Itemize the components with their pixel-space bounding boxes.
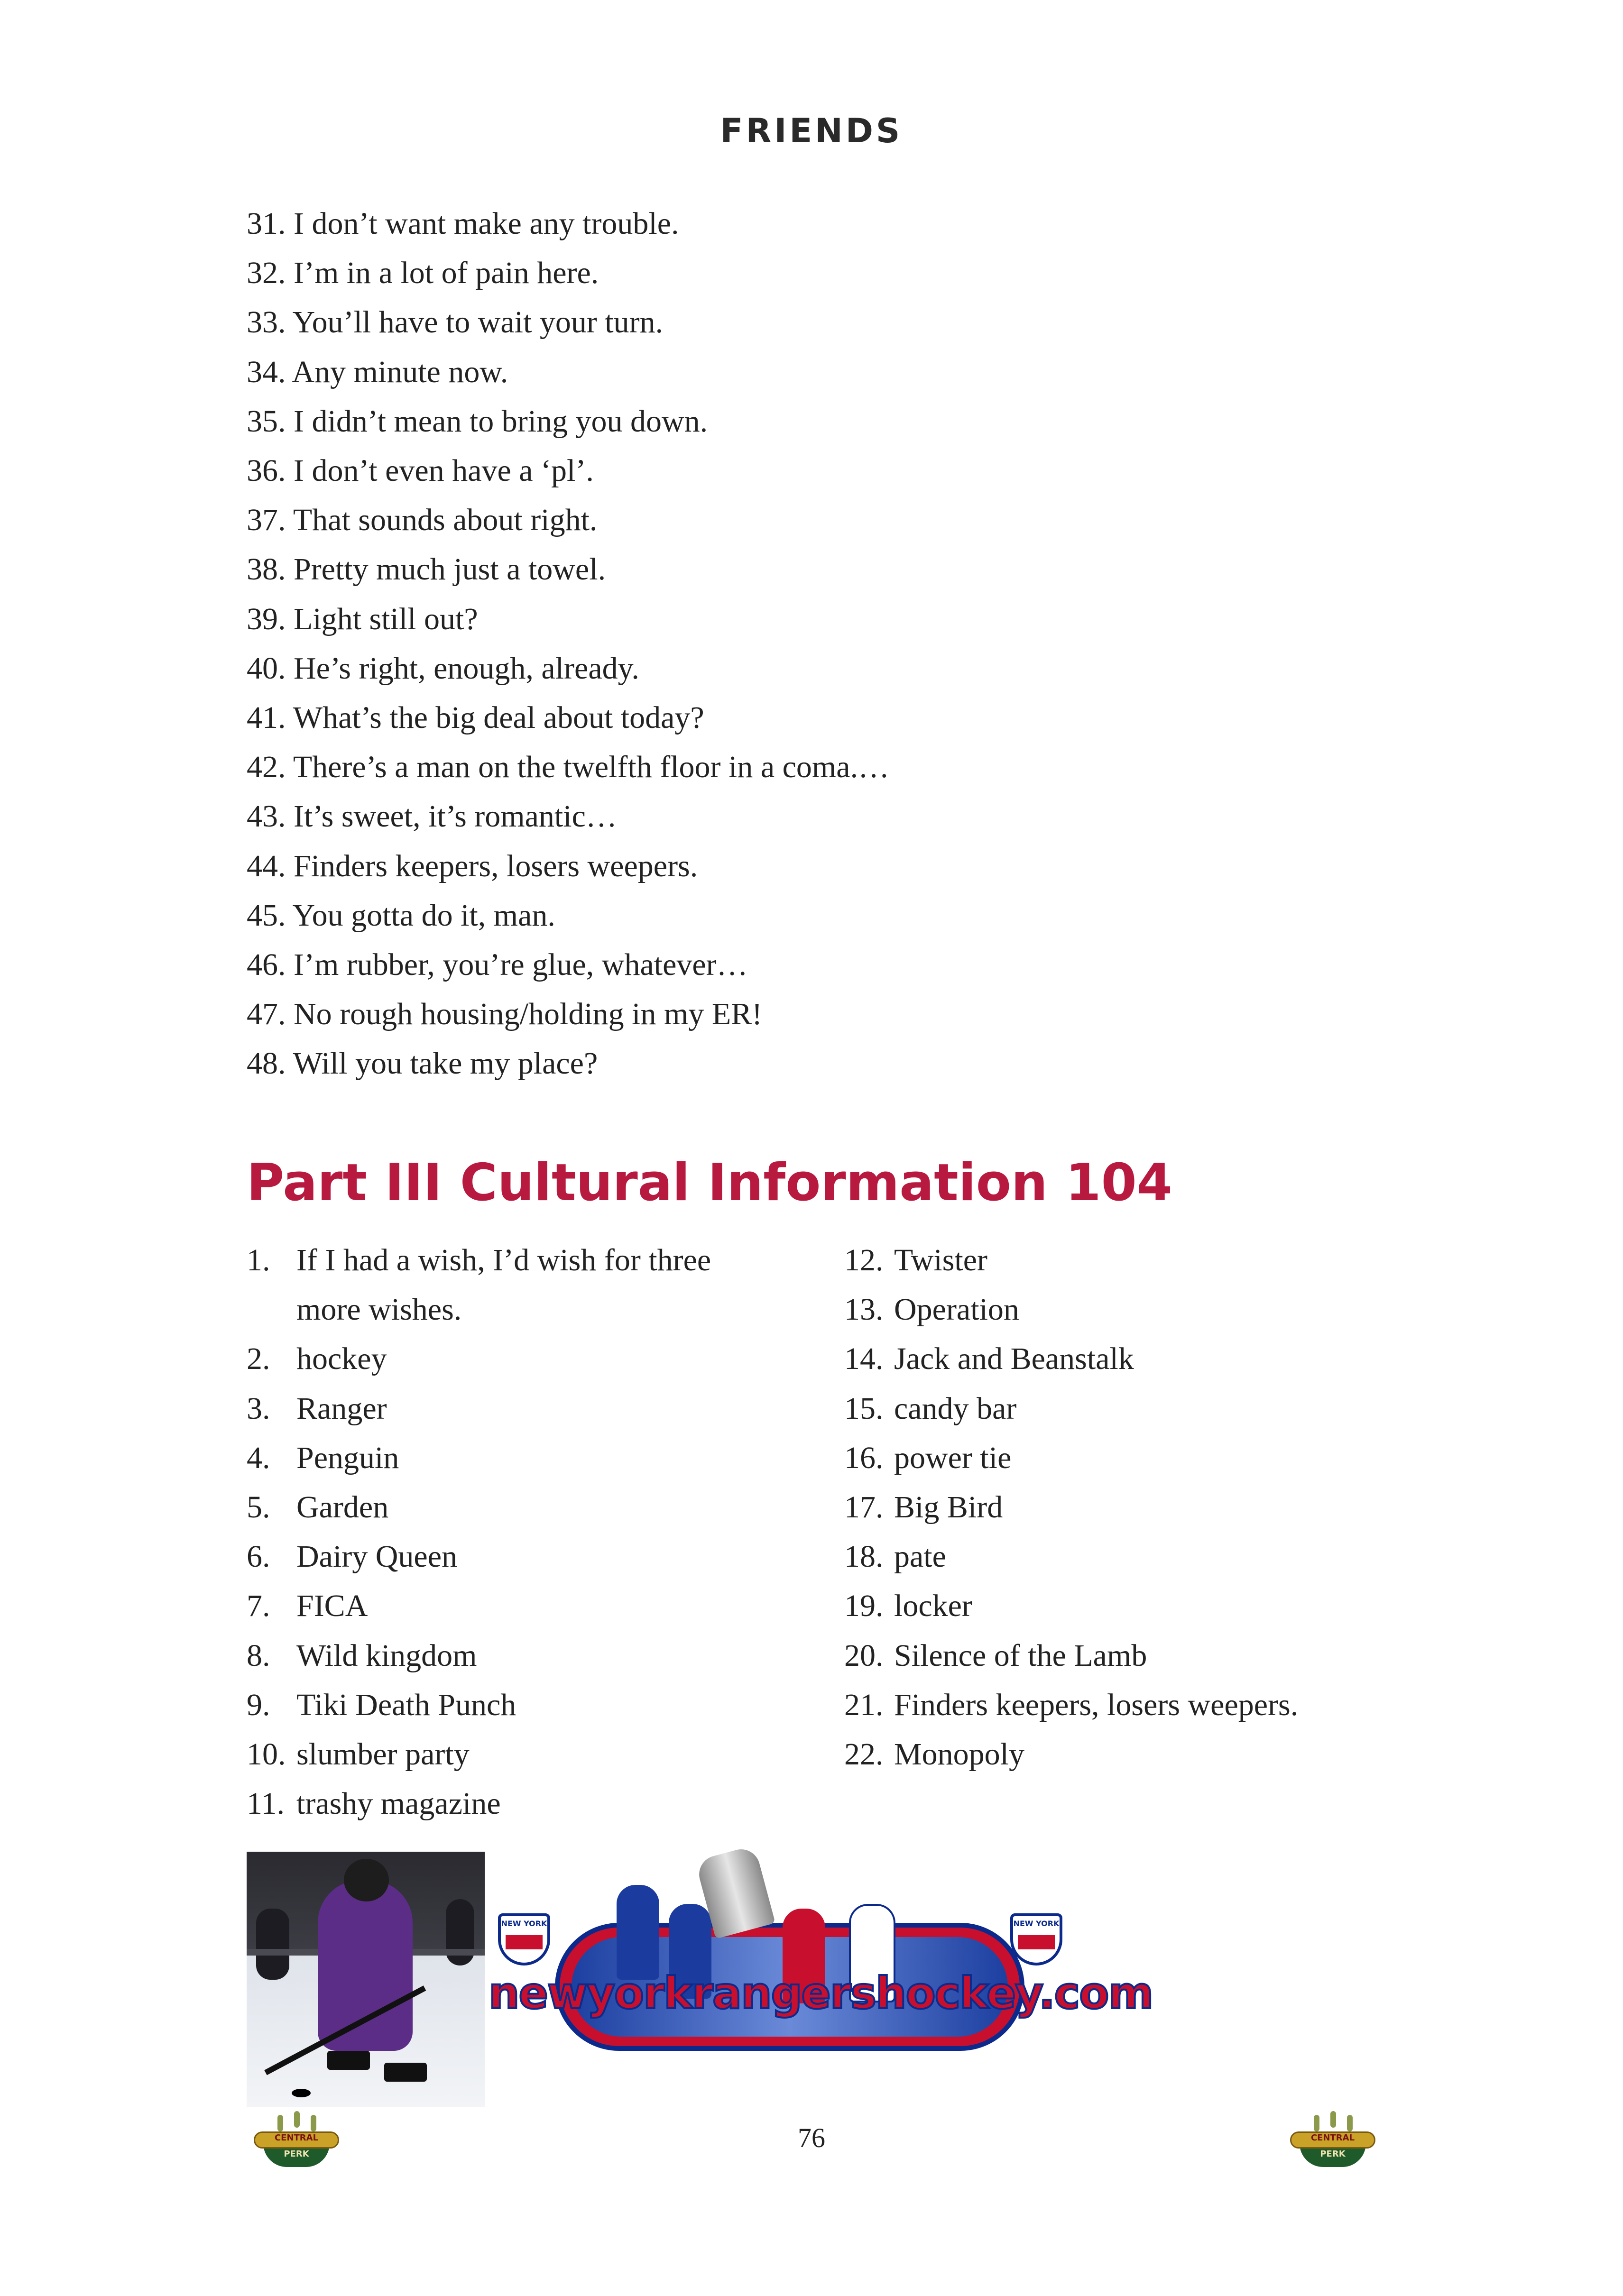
answer-item xyxy=(247,798,617,836)
answer-number: 43. xyxy=(247,799,286,834)
answer-text: Will you take my place? xyxy=(293,1046,598,1081)
answer-item xyxy=(247,650,639,688)
banner-url-text: newyorkrangershockey.com xyxy=(489,1968,1153,2019)
answer-item xyxy=(247,897,555,935)
cultural-item-number: 9. xyxy=(247,1688,270,1722)
central-perk-logo-left: CENTRAL PERK xyxy=(244,2115,349,2172)
answer-text: You gotta do it, man. xyxy=(292,898,555,933)
cultural-item-text: Garden xyxy=(296,1490,389,1525)
cultural-item-number: 14. xyxy=(844,1341,884,1376)
cultural-item-number: 19. xyxy=(844,1589,884,1623)
answer-number: 31. xyxy=(247,206,286,241)
answer-text: I’m in a lot of pain here. xyxy=(294,256,599,290)
banner-player-figure xyxy=(617,1885,659,1980)
cultural-item-number: 11. xyxy=(247,1786,285,1821)
answer-number: 32. xyxy=(247,256,286,290)
rangers-banner xyxy=(489,1852,1153,2060)
cultural-item-number: 15. xyxy=(844,1391,884,1426)
answer-item xyxy=(247,995,762,1033)
steam xyxy=(1347,2115,1353,2131)
section-title: Part III Cultural Information 104 xyxy=(247,1153,1172,1212)
answer-number: 46. xyxy=(247,947,286,982)
answer-item xyxy=(247,847,698,885)
cultural-item-text: Jack and Beanstalk xyxy=(894,1341,1134,1376)
answer-number: 36. xyxy=(247,453,286,488)
background-player xyxy=(446,1899,474,1965)
cultural-item-text: Penguin xyxy=(296,1441,399,1475)
answer-item xyxy=(247,551,606,588)
answer-number: 44. xyxy=(247,849,286,883)
cultural-item-text: power tie xyxy=(894,1441,1012,1475)
answer-text: He’s right, enough, already. xyxy=(294,651,639,686)
cultural-item-number: 3. xyxy=(247,1391,270,1426)
cultural-item-number: 6. xyxy=(247,1539,270,1574)
cultural-item-number: 5. xyxy=(247,1490,270,1525)
answer-text: What’s the big deal about today? xyxy=(293,700,704,735)
cultural-item-number: 22. xyxy=(844,1737,884,1772)
answer-number: 41. xyxy=(247,700,286,735)
answer-text: Pretty much just a towel. xyxy=(294,552,606,587)
answer-item xyxy=(247,403,708,441)
cultural-item-text: hockey xyxy=(296,1341,387,1376)
player-helmet xyxy=(344,1859,389,1901)
cultural-item-text: Operation xyxy=(894,1292,1019,1327)
answer-number: 35. xyxy=(247,404,286,439)
answer-item xyxy=(247,699,704,737)
central-perk-logo-right: CENTRAL PERK xyxy=(1281,2115,1385,2172)
answer-item xyxy=(247,353,508,391)
cultural-item-number: 2. xyxy=(247,1341,270,1376)
answer-item xyxy=(247,1045,598,1083)
answer-number: 34. xyxy=(247,355,286,389)
page-number: 76 xyxy=(798,2122,825,2153)
answer-text: I didn’t mean to bring you down. xyxy=(294,404,708,439)
cultural-item-number: 21. xyxy=(844,1688,884,1722)
answer-text: Finders keepers, losers weepers. xyxy=(294,849,698,883)
cultural-item-text: Monopoly xyxy=(894,1737,1025,1772)
answer-number: 48. xyxy=(247,1046,286,1081)
cultural-item-number: 16. xyxy=(844,1441,884,1475)
hockey-player-photo xyxy=(247,1852,485,2107)
answer-item xyxy=(247,254,599,292)
answer-item xyxy=(247,501,597,539)
cultural-item-text: Twister xyxy=(894,1243,988,1277)
cultural-item-text: locker xyxy=(894,1589,972,1623)
cultural-item-text-continued: more wishes. xyxy=(296,1292,462,1327)
cultural-item-number: 17. xyxy=(844,1490,884,1525)
cultural-item-number: 8. xyxy=(247,1638,270,1673)
answer-text: I don’t even have a ‘pl’. xyxy=(294,453,594,488)
answer-number: 33. xyxy=(247,305,286,340)
skate xyxy=(384,2063,427,2082)
answer-number: 39. xyxy=(247,602,286,636)
skate xyxy=(327,2051,370,2070)
answer-text: No rough housing/holding in my ER! xyxy=(294,997,763,1031)
answer-item xyxy=(247,748,889,786)
answer-item xyxy=(247,303,663,341)
cultural-item-number: 20. xyxy=(844,1638,884,1673)
answer-number: 38. xyxy=(247,552,286,587)
answer-item xyxy=(247,600,478,638)
answer-text: Any minute now. xyxy=(292,355,508,389)
answer-text: There’s a man on the twelfth floor in a coma.… xyxy=(293,750,890,784)
cultural-item-text: Tiki Death Punch xyxy=(296,1688,516,1722)
cultural-item-text: FICA xyxy=(296,1589,368,1623)
cultural-item-number: 4. xyxy=(247,1441,270,1475)
cultural-item-text: Ranger xyxy=(296,1391,387,1426)
puck xyxy=(292,2089,311,2097)
cultural-item-number: 12. xyxy=(844,1243,884,1277)
cultural-item-text: If I had a wish, I’d wish for three xyxy=(296,1243,711,1277)
cultural-item-text: Wild kingdom xyxy=(296,1638,477,1673)
friends-logo: FRIENDS xyxy=(720,111,903,150)
cultural-item-number: 1. xyxy=(247,1243,270,1277)
cultural-item-text: Silence of the Lamb xyxy=(894,1638,1147,1673)
cultural-item-text: trashy magazine xyxy=(296,1786,501,1821)
answer-number: 45. xyxy=(247,898,286,933)
answer-text: You’ll have to wait your turn. xyxy=(292,305,664,340)
cultural-item-number: 7. xyxy=(247,1589,270,1623)
rangers-shield-icon: NEW YORK xyxy=(1010,1913,1062,1965)
rangers-shield-icon: NEW YORK xyxy=(498,1913,550,1965)
player-jersey xyxy=(318,1880,413,2051)
cultural-item-number: 18. xyxy=(844,1539,884,1574)
answer-number: 47. xyxy=(247,997,286,1031)
answer-number: 40. xyxy=(247,651,286,686)
cultural-item-text: candy bar xyxy=(894,1391,1017,1426)
cultural-item-number: 10. xyxy=(247,1737,286,1772)
answer-item xyxy=(247,452,594,490)
steam xyxy=(1314,2115,1319,2131)
cultural-item-text: Dairy Queen xyxy=(296,1539,458,1574)
cultural-item-text: Big Bird xyxy=(894,1490,1003,1525)
answer-text: That sounds about right. xyxy=(293,503,598,537)
cultural-item-text: pate xyxy=(894,1539,946,1574)
answer-number: 42. xyxy=(247,750,286,784)
answer-text: I’m rubber, you’re glue, whatever… xyxy=(294,947,748,982)
answer-number: 37. xyxy=(247,503,286,537)
cultural-item-number: 13. xyxy=(844,1292,884,1327)
background-player xyxy=(256,1909,289,1980)
cultural-item-text: Finders keepers, losers weepers. xyxy=(894,1688,1299,1722)
steam xyxy=(1330,2111,1336,2128)
answer-text: It’s sweet, it’s romantic… xyxy=(294,799,617,834)
answer-item xyxy=(247,946,748,984)
answer-text: Light still out? xyxy=(294,602,478,636)
answer-text: I don’t want make any trouble. xyxy=(294,206,679,241)
answer-item xyxy=(247,205,679,243)
cultural-item-text: slumber party xyxy=(296,1737,470,1772)
